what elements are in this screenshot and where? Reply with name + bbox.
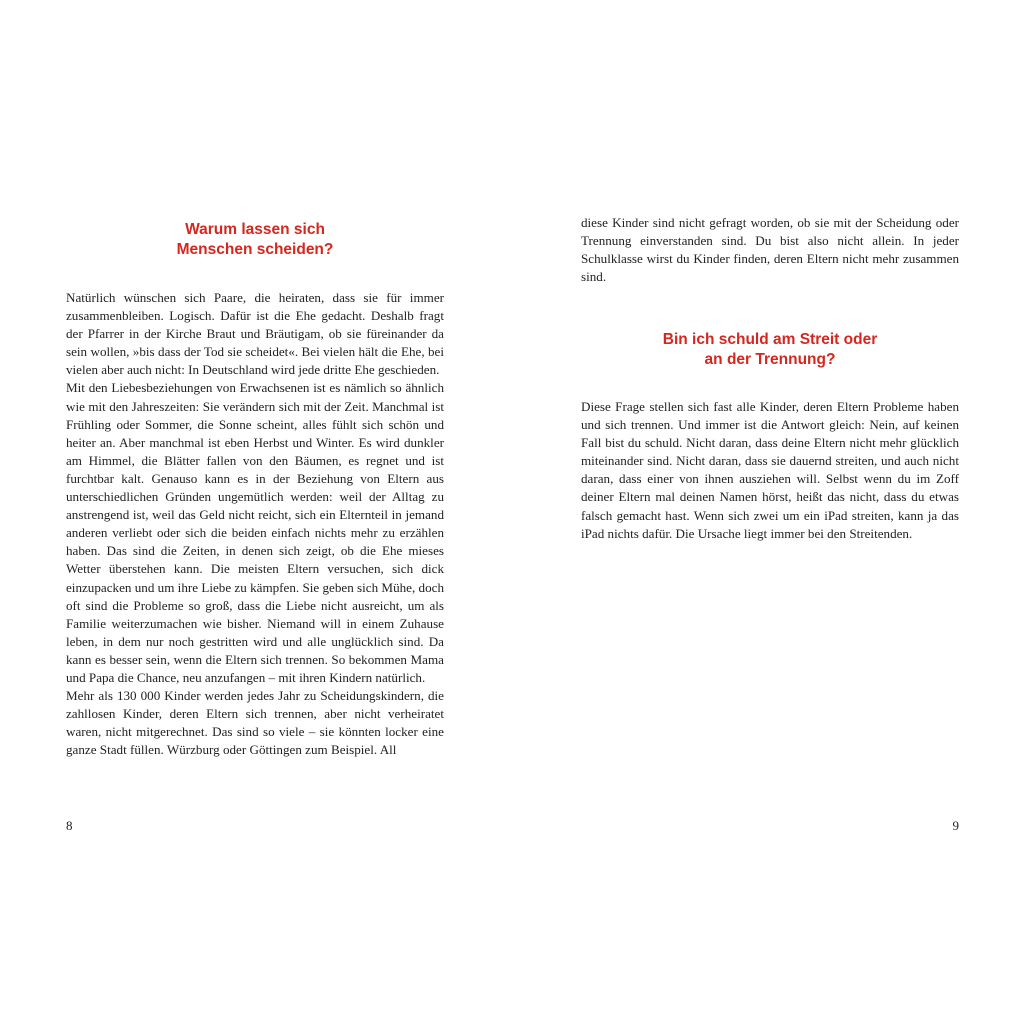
right-page-body — [581, 398, 959, 543]
right-heading-line-1: Bin ich schuld am Streit oder — [662, 331, 878, 348]
right-page — [581, 0, 959, 1024]
left-page — [66, 0, 444, 1024]
paragraph: Diese Frage stellen sich fast alle Kinder, deren Eltern Probleme haben und sich trennen. Und immer ist die Antwort gleich: Nein, auf keinen Fall bist du schuld. Nicht daran, dass deine Eltern nicht mehr glücklich miteinander sind. Nicht daran, dass sie dauernd streiten, und auch nicht daran, dass einer von ihnen ausziehen will. Selbst wenn du im Zoff deiner Eltern mal deinen Namen hörst, heißt das nicht, dass du etwas falsch gemacht hast. Wenn sich zwei um ein iPad streiten, kann ja das iPad nichts dafür. Die Ursache liegt immer bei den Streitenden. — [581, 399, 959, 541]
right-page-number: 9 — [952, 818, 959, 833]
right-page-continuation — [581, 214, 959, 286]
left-page-number: 8 — [66, 818, 73, 833]
right-heading-line-2: an der Trennung? — [704, 351, 836, 368]
left-page-heading — [66, 220, 444, 260]
right-page-heading — [581, 330, 959, 370]
left-page-body — [66, 289, 444, 759]
left-heading-line-2: Menschen scheiden? — [176, 241, 334, 258]
paragraph: Mit den Liebesbeziehungen von Erwachsenen ist es nämlich so ähnlich wie mit den Jahreszeiten: Sie verändern sich mit der Zeit. Manchmal ist Frühling oder Sommer, die Sonne scheint, alles fühlt sich schön und heiter an. Aber manchmal ist eben Herbst und Winter. Es wird dunkler am Himmel, die Blätter fallen von den Bäumen, es regnet und ist furchtbar kalt. Genauso kann es in der Beziehung von Eltern aus unterschiedlichen Gründen ungemütlich werden: weil der Alltag zu anstrengend ist, weil das Geld nicht reicht, sich ein Elternteil in jemand anderen verliebt oder sich die beiden einfach nichts mehr zu erzählen haben. Das sind die Zeiten, in denen sich zeigt, ob die Ehe mieses Wetter überstehen kann. Die meisten Eltern versuchen, sich dick einzupacken und um ihre Liebe zu kämpfen. Sie geben sich Mühe, doch oft sind die Probleme so groß, dass die Liebe nicht ausreicht, um als Familie weiterzumachen wie bisher. Niemand will in einem Zuhause leben, in dem nur noch gestritten wird und alle unglücklich sind. Da kann es besser sein, wenn die Eltern sich trennen. So bekommen Mama und Papa die Chance, neu anzufangen – mit ihren Kindern natürlich. — [66, 380, 444, 685]
paragraph: diese Kinder sind nicht gefragt worden, ob sie mit der Scheidung oder Trennung einverstanden sind. Du bist also nicht allein. In jeder Schulklasse wirst du Kinder finden, deren Eltern nicht mehr zusammen sind. — [581, 215, 959, 285]
paragraph: Mehr als 130 000 Kinder werden jedes Jahr zu Scheidungskindern, die zahllosen Kinder, deren Eltern sich trennen, aber nicht verheiratet waren, nicht mitgerechnet. Das sind so viele – sie könnten locker eine ganze Stadt füllen. Würzburg oder Göttingen zum Beispiel. All — [66, 688, 444, 758]
paragraph: Natürlich wünschen sich Paare, die heiraten, dass sie für immer zusammenbleiben. Logisch. Dafür ist die Ehe gedacht. Deshalb fragt der Pfarrer in der Kirche Braut und Bräutigam, ob sie füreinander da sein wollen, »bis dass der Tod sie scheidet«. Bei vielen hält die Ehe, bei vielen aber auch nicht: In Deutschland wird jede dritte Ehe geschieden. — [66, 290, 444, 378]
left-heading-line-1: Warum lassen sich — [185, 221, 325, 238]
